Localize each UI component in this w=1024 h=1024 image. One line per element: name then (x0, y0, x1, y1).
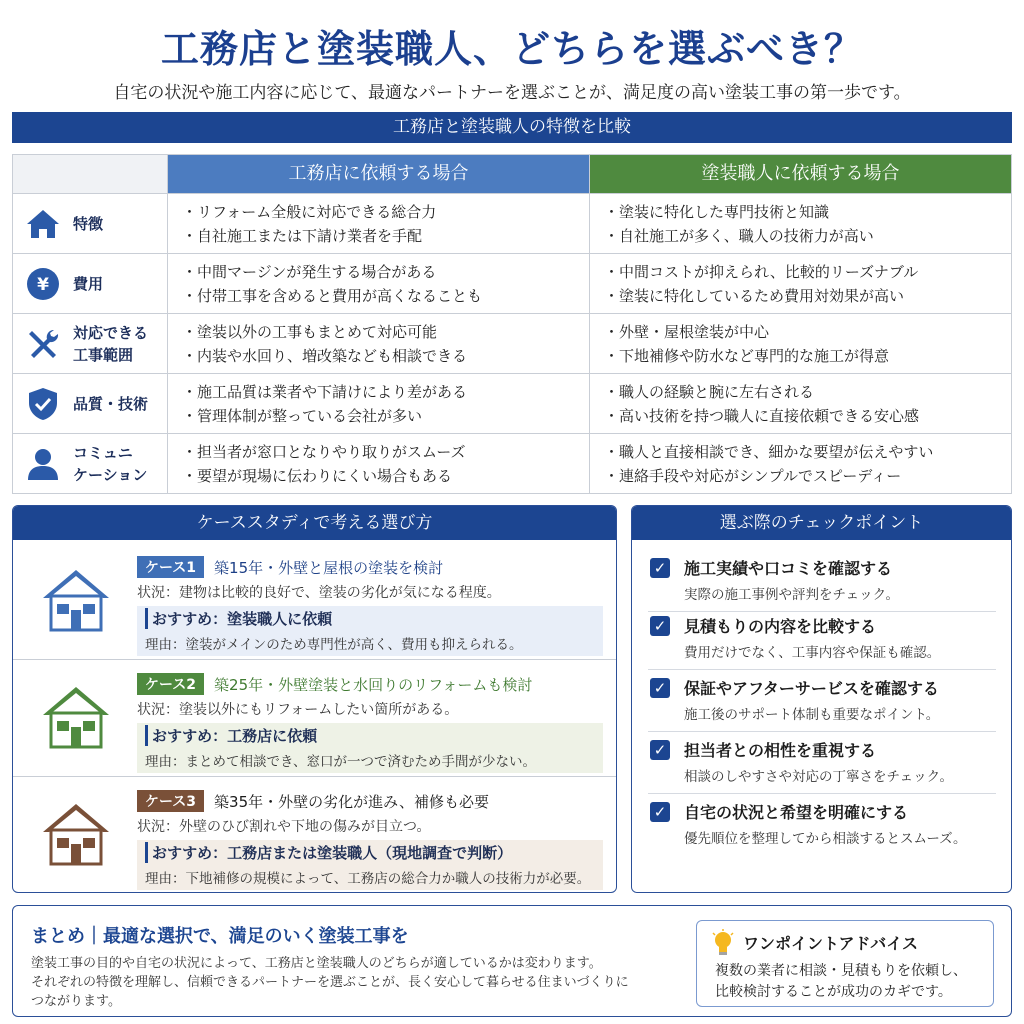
case-status: 状況：外壁のひび割れや下地の傷みが目立つ。 (137, 819, 431, 835)
case-recommendation (137, 840, 603, 890)
row-label (13, 434, 168, 493)
header-blank (13, 155, 168, 193)
checkpoint-title: 自宅の状況と希望を明確にする (684, 803, 909, 822)
cell-line: ・塗装に特化しているため費用対効果が高い (604, 286, 905, 305)
summary-line: 塗装工事の目的や自宅の状況によって、工務店と塗装職人のどちらが適しているかは変わります。 (31, 956, 602, 971)
case-rec-text: おすすめ：工務店または塗装職人（現地調査で判断） (145, 842, 595, 863)
house-icon (41, 683, 111, 749)
checkpoint-desc: 施工後のサポート体制も重要なポイント。 (684, 707, 940, 723)
table-row (13, 313, 1011, 373)
case-reason: 理由：まとめて相談でき、窓口が一つで済むため手間が少ない。 (145, 754, 536, 770)
comparison-table (12, 154, 1012, 494)
checkpoint-item (648, 554, 996, 612)
table-row (13, 373, 1011, 433)
cell-line: ・要望が現場に伝わりにくい場合もある (182, 466, 453, 485)
checkpoint-item (648, 612, 996, 670)
row-label-text: 特徴 (73, 214, 104, 233)
checkpoint-heading: 選ぶ際のチェックポイント (632, 506, 1011, 540)
row-label-text-2: 工事範囲 (73, 345, 134, 364)
cell-shokunin (590, 314, 1011, 373)
cell-shokunin (590, 434, 1011, 493)
case-rec-text: おすすめ：塗装職人に依頼 (145, 608, 595, 629)
case-tag: ケース2 (137, 673, 204, 695)
cell-line: ・自社施工が多く、職人の技術力が高い (604, 226, 874, 245)
cell-shokunin (590, 194, 1011, 253)
summary-title: まとめ｜最適な選択で、満足のいく塗装工事を (31, 926, 409, 947)
house-icon (41, 566, 111, 632)
col-header-shokunin: 塗装職人に依頼する場合 (590, 155, 1011, 193)
checkpoint-item (648, 674, 996, 732)
checkpoint-item (648, 798, 996, 856)
summary-line: つながります。 (31, 994, 121, 1009)
cell-line: ・塗装以外の工事もまとめて対応可能 (182, 322, 438, 341)
cell-koumuten (168, 434, 590, 493)
checkpoint-panel (631, 505, 1012, 893)
cell-line: ・自社施工または下請け業者を手配 (182, 226, 423, 245)
checkpoint-item (648, 736, 996, 794)
case-study-heading: ケーススタディで考える選び方 (13, 506, 616, 540)
col-header-koumuten: 工務店に依頼する場合 (168, 155, 590, 193)
tip-title: ワンポイントアドバイス (743, 934, 919, 953)
comparison-header (13, 155, 1011, 193)
case-status: 状況：建物は比較的良好で、塗装の劣化が気になる程度。 (137, 585, 501, 601)
case-title: 築25年・外壁塗装と水回りのリフォームも検討 (214, 675, 533, 694)
row-label-text: 品質・技術 (73, 394, 149, 413)
summary-body (31, 954, 681, 1011)
cell-line: ・下地補修や防水など専門的な施工が得意 (604, 346, 890, 365)
case-status: 状況：塗装以外にもリフォームしたい箇所がある。 (137, 702, 459, 718)
checkpoint-desc: 相談のしやすさや対応の丁寧さをチェック。 (684, 769, 954, 785)
case-rec-text: おすすめ：工務店に依頼 (145, 725, 595, 746)
summary-box (12, 905, 1012, 1017)
cell-line: ・管理体制が整っている会社が多い (182, 406, 423, 425)
cell-koumuten (168, 314, 590, 373)
cell-koumuten (168, 254, 590, 313)
checkpoint-title: 見積もりの内容を比較する (684, 617, 877, 636)
divider (13, 776, 617, 777)
cell-line: ・内装や水回り、増改築なども相談できる (182, 346, 468, 365)
cell-line: ・職人の経験と腕に左右される (604, 382, 815, 401)
checkpoint-desc: 費用だけでなく、工事内容や保証も確認。 (684, 645, 941, 661)
cell-line: ・中間マージンが発生する場合がある (182, 262, 437, 281)
case-item (13, 661, 615, 777)
row-label-text: 対応できる (73, 323, 149, 342)
cell-line: ・中間コストが抑えられ、比較的リーズナブル (604, 262, 919, 281)
yen-icon (13, 267, 73, 301)
row-label (13, 254, 168, 313)
table-row (13, 433, 1011, 493)
tip-line: 比較検討することが成功のカギです。 (715, 984, 952, 1000)
divider (13, 659, 617, 660)
cell-line: ・リフォーム全般に対応できる総合力 (182, 202, 437, 221)
checkpoint-desc: 優先順位を整理してから相談するとスムーズ。 (684, 831, 967, 847)
summary-line: それぞれの特徴を理解し、信頼できるパートナーを選ぶことが、長く安心して暮らせる住まいづくりに (31, 975, 629, 990)
cell-line: ・担当者が窓口となりやり取りがスムーズ (182, 442, 466, 461)
svg-text:¥: ¥ (37, 274, 49, 295)
cell-line: ・施工品質は業者や下請けにより差がある (182, 382, 468, 401)
tip-line: 複数の業者に相談・見積もりを依頼し、 (715, 963, 967, 979)
cell-shokunin (590, 254, 1011, 313)
tools-icon (13, 327, 73, 361)
house-icon (41, 800, 111, 866)
lightbulb-icon (711, 929, 735, 961)
row-label-text: コミュニ (73, 443, 133, 462)
page-title: 工務店と塗装職人、どちらを選ぶべき？ (160, 27, 863, 71)
row-label (13, 374, 168, 433)
cell-shokunin (590, 374, 1011, 433)
tip-body (715, 961, 985, 1003)
compare-heading: 工務店と塗装職人の特徴を比較 (12, 112, 1012, 143)
cell-line: ・外壁・屋根塗装が中心 (604, 322, 770, 341)
checkpoint-title: 担当者との相性を重視する (684, 741, 877, 760)
cell-line: ・職人と直接相談でき、細かな要望が伝えやすい (604, 442, 934, 461)
shield-icon (13, 387, 73, 421)
checkbox-checked-icon: ✓ (650, 558, 670, 578)
row-label-text-2: ケーション (73, 465, 148, 484)
case-tag: ケース1 (137, 556, 204, 578)
checkpoint-title: 保証やアフターサービスを確認する (684, 679, 939, 698)
case-recommendation (137, 606, 603, 656)
table-row (13, 193, 1011, 253)
checkbox-checked-icon: ✓ (650, 616, 670, 636)
cell-line: ・高い技術を持つ職人に直接依頼できる安心感 (604, 406, 920, 425)
cell-line: ・塗装に特化した専門技術と知識 (604, 202, 830, 221)
case-reason: 理由：塗装がメインのため専門性が高く、費用も抑えられる。 (145, 637, 523, 653)
row-label (13, 194, 168, 253)
row-label-text: 費用 (73, 274, 104, 293)
case-recommendation (137, 723, 603, 773)
cell-line: ・連絡手段や対応がシンプルでスピーディー (604, 466, 902, 485)
case-item (13, 544, 615, 660)
case-reason: 理由：下地補修の規模によって、工務店の総合力か職人の技術力が必要。 (145, 871, 591, 887)
checkbox-checked-icon: ✓ (650, 802, 670, 822)
case-title: 築35年・外壁の劣化が進み、補修も必要 (214, 792, 490, 811)
checkbox-checked-icon: ✓ (650, 740, 670, 760)
cell-koumuten (168, 194, 590, 253)
table-row (13, 253, 1011, 313)
checkpoint-title: 施工実績や口コミを確認する (684, 559, 893, 578)
checkbox-checked-icon: ✓ (650, 678, 670, 698)
row-label (13, 314, 168, 373)
case-title: 築15年・外壁と屋根の塗装を検討 (214, 558, 444, 577)
tip-box (696, 920, 994, 1007)
case-tag: ケース3 (137, 790, 204, 812)
checkpoint-desc: 実際の施工事例や評判をチェック。 (684, 587, 900, 603)
page-subtitle: 自宅の状況や施工内容に応じて、最適なパートナーを選ぶことが、満足度の高い塗装工事の第一歩です。 (113, 83, 911, 103)
house-icon (13, 208, 73, 240)
cell-koumuten (168, 374, 590, 433)
case-study-panel (12, 505, 617, 893)
case-item (13, 778, 615, 893)
cell-line: ・付帯工事を含めると費用が高くなることも (182, 286, 483, 305)
person-icon (13, 447, 73, 481)
